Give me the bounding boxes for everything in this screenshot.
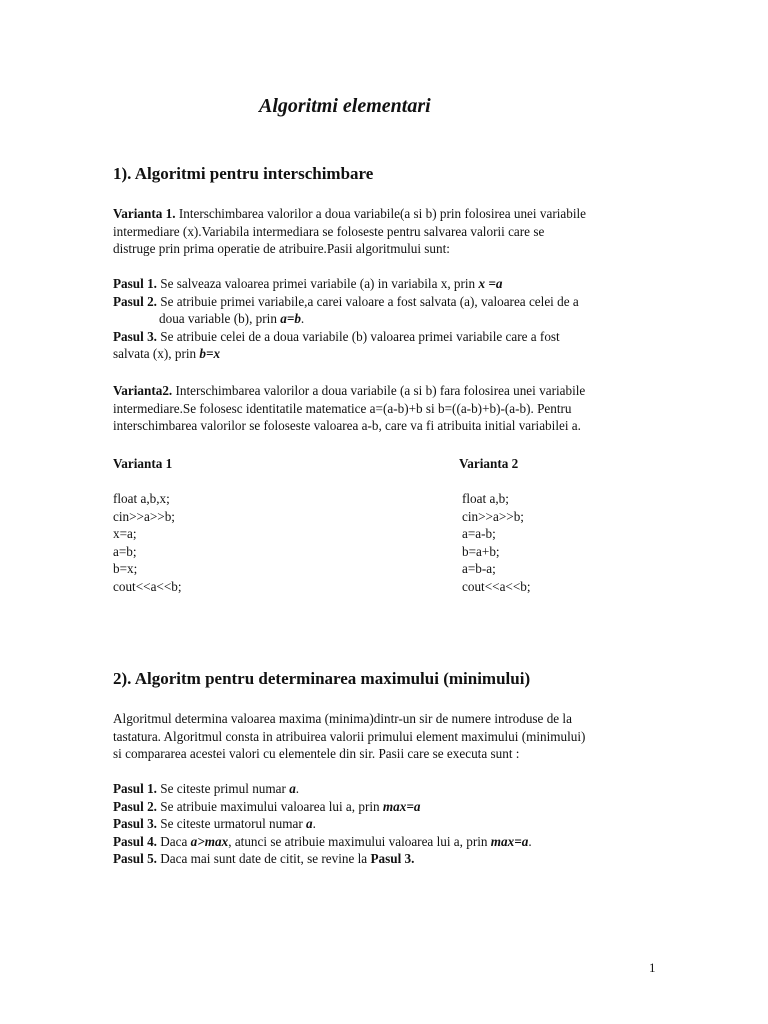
code-2-label — [459, 455, 518, 473]
code-line: cin>>a>>b; — [113, 508, 175, 524]
code-line: cout<<a<<b; — [462, 578, 531, 594]
code-line: float a,b; — [462, 491, 509, 506]
code-line: cout<<a<<b; — [113, 578, 182, 594]
step-text: Se salveaza valoarea primei variabile (a) in variabila x, prin — [156, 276, 479, 291]
step-label: Pasul 2. — [113, 293, 157, 309]
step-code: x =a — [478, 276, 503, 291]
step-ref: Pasul 3. — [370, 851, 415, 866]
variant-1-line-3: distruge prin prima operatie de atribuire.Pasii algoritmului sunt: — [113, 241, 450, 256]
variant-2-line-2: intermediare.Se folosesc identitatile matematice a=(a-b)+b si b=((a-b)+b)-(a-b). Pentru — [113, 400, 572, 416]
step-text: Se atribuie maximului valoarea lui a, prin — [156, 798, 383, 814]
step-text: Se atribuie celei de a doua variabile (b) valoarea primei variabile care a fost — [156, 328, 560, 344]
code-line: a=a-b; — [462, 526, 496, 541]
max-intro-line-1: Algoritmul determina valoarea maxima (minima)dintr-un sir de numere introduse de la — [113, 711, 572, 726]
step-text: , atunci se atribuie maximului valoarea lui a, prin — [228, 833, 491, 849]
variant-1-line-2: intermediare (x).Variabila intermediara se foloseste pentru salvarea valorii care se — [113, 223, 545, 239]
step-label: Pasul 1. — [113, 276, 157, 291]
step-text: . — [300, 311, 305, 326]
max-step-4 — [113, 833, 532, 851]
step-text: doua variable (b), prin — [159, 311, 281, 326]
code-label: Varianta 1 — [113, 456, 173, 471]
swap-step-2 — [113, 293, 579, 311]
code-1-label — [113, 455, 172, 473]
step-label: Pasul 3. — [113, 816, 157, 831]
code-line: b=a+b; — [462, 543, 500, 559]
code-line: x=a; — [113, 526, 137, 541]
swap-step-2-cont — [113, 310, 579, 328]
section-2-heading: 2). Algoritm pentru determinarea maximului (minimului) — [113, 669, 531, 688]
step-code: a — [289, 781, 296, 796]
variant-1-line-1: Interschimbarea valorilor a doua variabile(a si b) prin folosirea unei variabile — [175, 206, 587, 221]
step-text: Daca — [156, 833, 191, 849]
max-intro-paragraph — [113, 710, 585, 763]
variant-1-label: Varianta 1. — [113, 206, 176, 221]
variant-2-paragraph — [113, 382, 585, 435]
max-step-5 — [113, 850, 532, 868]
step-code: max=a — [490, 833, 529, 849]
variant-1-paragraph — [113, 205, 586, 258]
step-text: Se atribuie primei variabile,a carei valoare a fost salvata (a), valoarea celei de a — [156, 293, 579, 309]
code-line: cin>>a>>b; — [462, 508, 524, 524]
swap-step-3 — [113, 328, 579, 346]
step-text: salvata (x), prin — [113, 346, 200, 361]
variant-2-line-1: Interschimbarea valorilor a doua variabile (a si b) fara folosirea unei variabile — [172, 383, 586, 398]
step-text: . — [295, 781, 300, 796]
code-line: a=b; — [113, 543, 137, 559]
code-line: float a,b,x; — [113, 491, 170, 506]
step-label: Pasul 3. — [113, 328, 157, 344]
step-text: Daca mai sunt date de citit, se revine la — [156, 851, 371, 866]
step-text: . — [312, 816, 316, 831]
code-line: b=x; — [113, 561, 138, 576]
step-code: a=b — [280, 311, 301, 326]
step-label: Pasul 2. — [113, 798, 157, 814]
step-label: Pasul 5. — [113, 851, 157, 866]
step-text: Se citeste primul numar — [156, 781, 290, 796]
swap-step-3-cont — [113, 345, 579, 363]
code-block-2 — [462, 490, 531, 595]
code-label: Varianta 2 — [459, 456, 519, 471]
max-steps — [113, 780, 532, 868]
max-intro-line-2: tastatura. Algoritmul consta in atribuirea valorii primului element maximului (minimului) — [113, 728, 586, 744]
page-number: 1 — [649, 960, 656, 975]
step-code: b=x — [199, 346, 221, 361]
step-code: a>max — [190, 833, 229, 849]
max-step-2 — [113, 798, 532, 816]
max-step-1 — [113, 780, 532, 798]
step-text: . — [528, 833, 532, 849]
page-title: Algoritmi elementari — [259, 95, 431, 117]
swap-steps — [113, 275, 579, 363]
step-code: a — [306, 816, 313, 831]
variant-2-label: Varianta2. — [113, 383, 173, 398]
section-1-heading: 1). Algoritmi pentru interschimbare — [113, 164, 374, 183]
max-intro-line-3: si compararea acestei valori cu elementele din sir. Pasii care se executa sunt : — [113, 746, 520, 761]
step-text: Se citeste urmatorul numar — [156, 816, 307, 831]
step-label: Pasul 4. — [113, 833, 157, 849]
step-label: Pasul 1. — [113, 781, 157, 796]
step-code: max=a — [382, 798, 421, 814]
code-line: a=b-a; — [462, 561, 496, 576]
code-block-1 — [113, 490, 182, 595]
max-step-3 — [113, 815, 532, 833]
swap-step-1 — [113, 275, 579, 293]
variant-2-line-3: interschimbarea valorilor se foloseste valoarea a-b, care va fi atribuita initial variabilei a. — [113, 418, 581, 433]
